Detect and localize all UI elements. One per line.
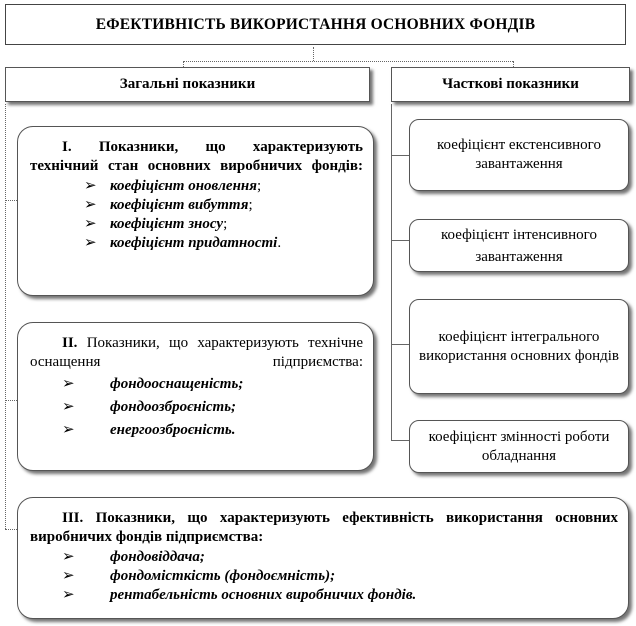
partial-indicators-label: Часткові показники [442,76,579,92]
list-item-text: коефіцієнт зносу [110,216,224,232]
partial-shift-ratio [409,420,629,473]
bullet-arrow-icon: ➢ [84,197,97,213]
group-1-list [30,177,363,253]
partial-shift-ratio-text: коефіцієнт змінності роботи обладнання [428,428,610,464]
list-item [30,196,363,215]
group-2-heading-text: Показники, що характеризують технічне оснащення підприємства: [30,335,363,370]
list-item [30,548,618,567]
list-item-text: коефіцієнт оновлення [110,178,257,194]
partial-intensive-load [409,219,629,272]
group-2-list [30,375,363,440]
bullet-arrow-icon: ➢ [62,422,75,438]
partial-branch-2 [391,240,409,241]
group-3-heading-text: ІІІ. Показники, що характеризують ефективність використання основних виробничих фондів підприємства: [30,510,618,545]
connector-top-horizontal [183,61,513,62]
group-2-heading-number: ІІ. [62,335,78,351]
bullet-arrow-icon: ➢ [62,376,75,392]
list-item [30,177,363,196]
bullet-arrow-icon: ➢ [62,587,75,603]
connector-title-down [313,47,314,61]
general-spine [5,104,6,529]
group-3-heading [30,509,618,547]
partial-extensive-load-text: коефіцієнт екстенсивного завантаження [437,137,601,172]
partial-integral-usage-text: коефіцієнт інтегрального використання основних фондів [419,328,619,364]
general-indicators-header [5,67,370,102]
partial-branch-4 [391,440,409,441]
list-item-suffix: ; [248,197,253,213]
general-branch-1 [5,200,17,201]
list-item [30,398,363,417]
partial-integral-usage [409,299,629,394]
partial-branch-1 [391,155,409,156]
list-item [30,586,618,605]
group-2-heading [30,334,363,372]
diagram-title [5,4,626,45]
list-item-suffix: ; [223,216,228,232]
list-item-suffix: . [277,235,282,251]
bullet-arrow-icon: ➢ [84,235,97,251]
list-item-suffix: ; [256,178,262,194]
list-item-text: фондооснащеність; [110,376,244,392]
group-1-heading-text: І. Показники, що характеризують технічний стан основних виробничих фондів: [30,139,363,174]
bullet-arrow-icon: ➢ [84,178,97,194]
list-item [30,567,618,586]
list-item [30,215,363,234]
bullet-arrow-icon: ➢ [62,549,75,565]
list-item-text: фондовіддача; [110,549,205,565]
group-technical-condition [17,126,374,296]
partial-indicators-header [391,67,630,102]
general-branch-3 [5,529,17,530]
list-item-text: рентабельність основних виробничих фондів. [110,587,417,603]
group-1-heading [30,138,363,176]
diagram-title-text: ЕФЕКТИВНІСТЬ ВИКОРИСТАННЯ ОСНОВНИХ ФОНДІВ [95,15,536,33]
list-item [30,234,363,253]
partial-intensive-load-text: коефіцієнт інтенсивного завантаження [441,226,597,265]
general-branch-2 [5,400,17,401]
group-3-list [30,548,618,605]
list-item-text: енергоозброєність. [110,422,236,438]
bullet-arrow-icon: ➢ [62,399,75,415]
list-item-text: фондоозброєність; [110,399,237,415]
bullet-arrow-icon: ➢ [62,568,75,584]
group-technical-equipment [17,322,374,471]
list-item-text: коефіцієнт вибуття [110,197,249,213]
list-item-text: коефіцієнт придатності [110,235,278,251]
list-item [30,421,363,440]
group-usage-efficiency [17,497,629,619]
partial-extensive-load [409,119,629,191]
list-item [30,375,363,394]
list-item-text: фондомісткість (фондоємність); [110,568,336,584]
partial-branch-3 [391,344,409,345]
bullet-arrow-icon: ➢ [84,216,97,232]
general-indicators-label: Загальні показники [119,76,256,92]
